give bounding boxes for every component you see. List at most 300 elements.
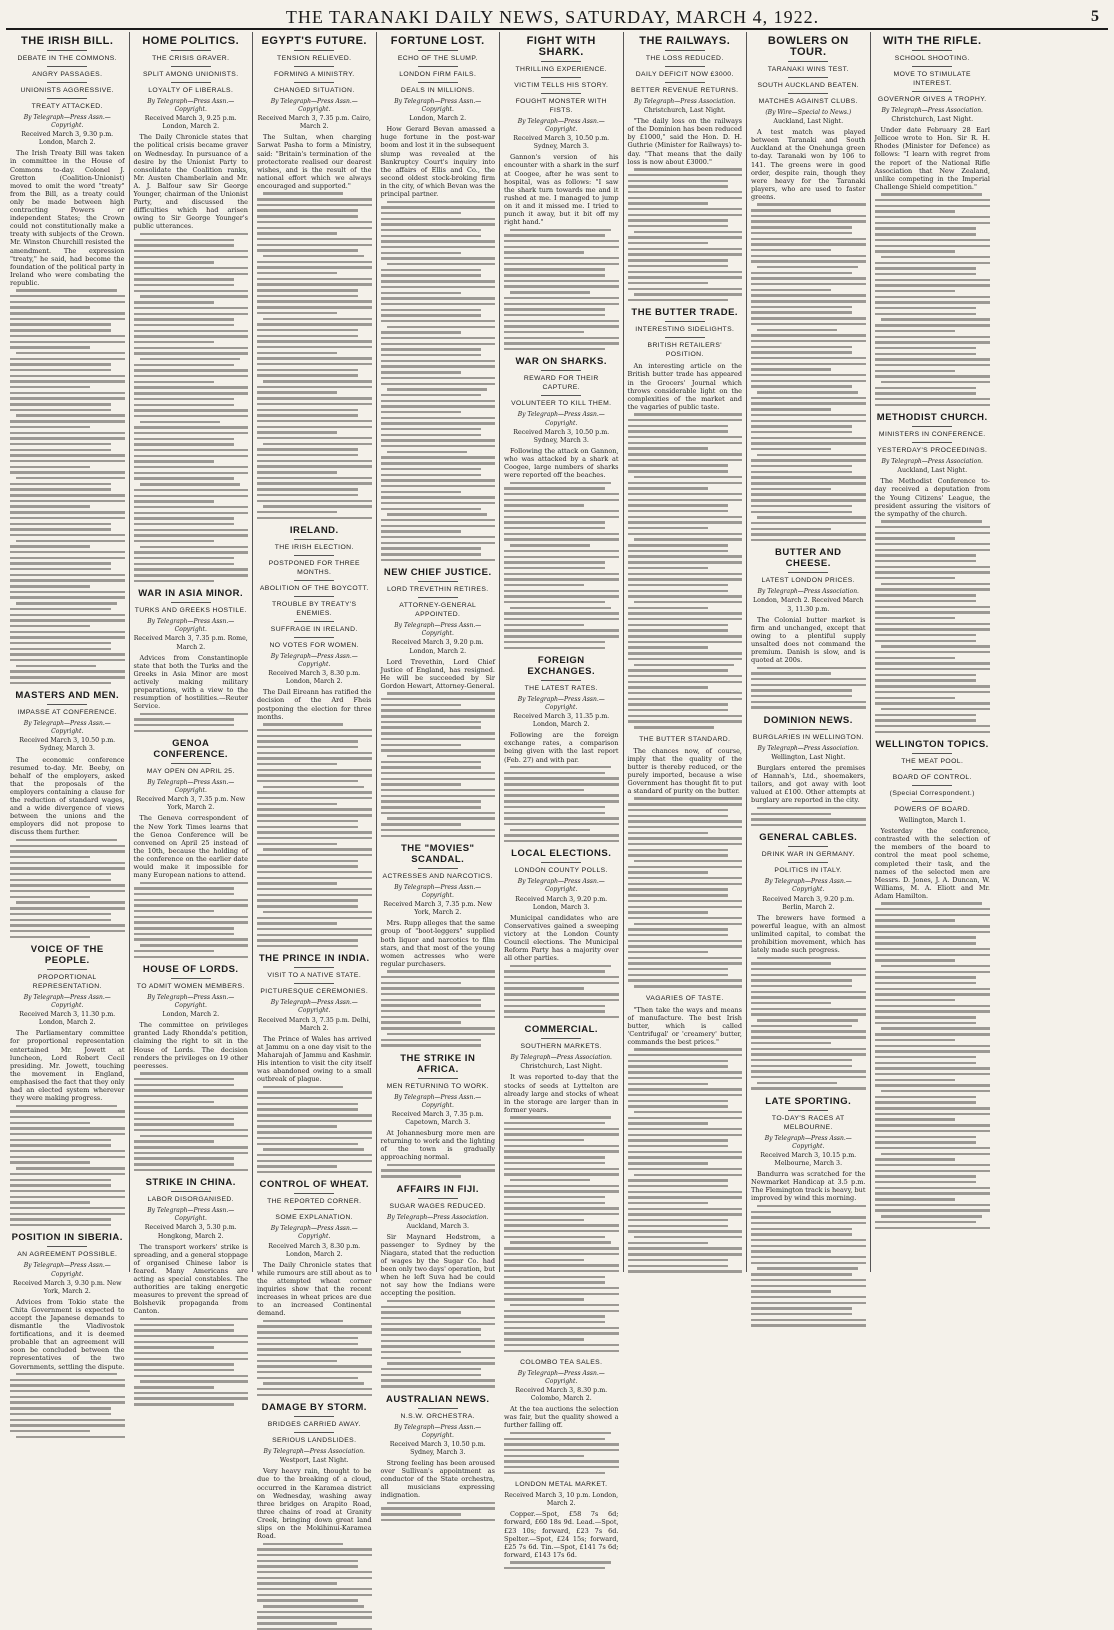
text-line [875,1005,991,1007]
article [504,1480,619,1569]
text-line [628,236,743,238]
text-line [134,330,249,332]
text-line [134,261,214,263]
text-line [628,618,743,620]
text-line [381,485,496,487]
text-line [628,1065,729,1067]
article [381,1394,496,1522]
article-text-continuation [257,1320,372,1396]
article-headline: THE RAILWAYS. [639,35,731,47]
text-line [381,536,496,538]
text-line [134,500,214,502]
text-line [504,268,605,270]
text-line [257,865,358,867]
article-subheading: THE LATEST RATES. [524,684,598,692]
text-line [510,229,611,231]
text-line [875,210,956,212]
text-line [381,744,461,746]
text-line [751,459,866,461]
text-line [504,999,619,1001]
text-line [10,403,111,405]
text-line [751,482,866,484]
text-line [875,262,991,264]
text-line [10,879,111,881]
text-line [257,1622,337,1624]
text-line [257,1160,372,1162]
article [10,944,125,1226]
news-columns [6,32,1108,1559]
deck-rule [171,50,211,51]
article-text: The Colonial butter market is firm and unchanged, except that owing to a plentiful supply unsalted does not command the premium. Danish is slow, and is quoted at 200s. [751,615,866,665]
text-line [134,415,249,417]
text-line [875,301,991,303]
text-line [757,266,858,268]
article-dateline: Received March 3, 9.30 p.m. London, March 2. [21,131,114,147]
text-line [257,1388,372,1390]
text-line [10,494,125,496]
text-line [628,1242,708,1244]
text-line [628,843,743,845]
article-subheading: ACTRESSES AND NARCOTICS. [382,872,493,880]
text-line [751,689,852,691]
text-line [504,1005,605,1007]
text-line [634,985,743,987]
text-line [10,1413,111,1415]
text-line [634,860,743,862]
text-line [134,517,235,519]
text-line [875,1130,991,1132]
text-line [257,1577,372,1579]
text-line [875,245,991,247]
text-line [875,697,956,699]
text-line [10,426,90,428]
text-line [751,488,831,490]
text-line [504,527,605,529]
text-line [881,193,983,195]
text-line [257,769,372,771]
text-line [381,434,482,436]
text-line [381,1340,496,1342]
text-line [257,465,372,467]
text-line [257,1582,337,1584]
text-line [628,516,743,518]
text-line [875,634,977,636]
article-byline: By Telegraph—Press Assn.—Copyright. [23,993,111,1010]
text-line [751,215,866,217]
news-column-6 [624,32,748,1272]
article [257,1402,372,1630]
text-line [134,313,249,315]
article-dateline: Christchurch, Last Night. [643,107,726,115]
text-line [504,1438,605,1440]
article-dateline: Westport, Last Night. [279,1457,349,1465]
text-line [10,1201,90,1203]
article-text-continuation [504,229,619,351]
text-line [751,272,852,274]
article-text: At the tea auctions the selection was fair, but the quality showed a further falling off. [504,1405,619,1430]
article-dateline: Received March 3, 7.35 p.m. Cairo, March 2. [257,115,371,131]
text-line [381,246,496,248]
text-line [628,1060,729,1062]
text-line [628,962,743,964]
text-line [504,1321,605,1323]
text-line [134,426,249,428]
article-byline: By Telegraph—Press Association. [263,1448,365,1456]
text-line [634,601,743,603]
text-line [257,426,372,428]
text-line [10,670,125,672]
text-line [634,293,743,295]
deck-rule [665,50,705,51]
text-line [10,323,111,325]
text-line [10,1419,125,1421]
text-line [16,901,125,903]
text-line [134,290,249,292]
article-text: An interesting article on the British butter trade has appeared in the Grocers' Journal which throws considerable light on the complexities of the market and the vagaries of public taste. [627,362,742,411]
text-line [10,1401,125,1403]
text-line [140,358,241,360]
text-line [628,1054,743,1056]
deck-rule [294,82,334,83]
text-line [10,437,125,439]
article [10,36,125,684]
text-line [257,289,358,291]
text-line [10,896,90,898]
article-body [504,153,619,350]
text-line [875,1039,956,1041]
text-line [257,1165,337,1167]
text-line [10,676,125,678]
text-line [387,755,496,757]
text-line [510,544,590,546]
text-line [140,483,241,485]
text-line [510,607,611,609]
text-line [628,646,708,648]
text-line [381,721,482,723]
text-line [381,1345,496,1347]
text-line [751,1250,831,1252]
text-line [875,364,991,366]
text-line [387,692,496,694]
text-line [751,1290,831,1292]
text-line [751,1076,866,1078]
text-line [134,899,249,901]
article-text: The Geneva correspondent of the New York Times learns that the Genoa Conference will be convened on April 25 instead of the 10th, because the holding of the conference on the earlier date would make it impossible for many European nations to attend. [133,814,248,880]
text-line [257,1114,372,1116]
text-line [504,612,619,614]
text-line [10,1150,125,1152]
text-line [257,831,372,833]
text-line [628,1151,743,1153]
text-line [875,279,991,281]
text-line [628,832,708,834]
deck-rule [294,621,334,622]
text-line [257,335,358,337]
article [134,964,249,1171]
text-line [504,1202,605,1204]
text-line [387,201,496,203]
text-line [257,500,372,502]
text-line [10,1179,111,1181]
deck-rule [294,967,334,968]
text-line [628,652,743,654]
text-line [134,273,249,275]
text-line [381,468,482,470]
text-line [751,1279,866,1281]
article-body [10,1298,125,1438]
text-line [257,1091,372,1093]
text-line [16,1167,125,1169]
text-line [10,369,111,371]
text-line [875,588,991,590]
text-line [751,243,866,245]
text-line [257,249,358,251]
text-line [504,1236,605,1238]
text-line [504,487,605,489]
text-line [134,1084,235,1086]
text-line [628,504,729,506]
article-headline: WAR IN ASIA MINOR. [138,588,244,600]
article-body [628,362,743,728]
text-line [257,306,372,308]
text-line [504,772,605,774]
text-line [257,397,372,399]
text-line [504,251,584,253]
text-line [628,578,743,580]
text-line [504,1460,619,1462]
text-line [504,533,619,535]
text-line [510,766,611,768]
article-headline: AUSTRALIAN NEWS. [385,1393,490,1405]
text-line [257,1108,358,1110]
text-line [875,358,991,360]
text-line [134,563,235,565]
text-line [140,944,249,946]
text-line [634,413,743,415]
text-line [510,291,590,293]
text-line [134,1152,249,1154]
deck-rule [665,337,705,338]
article-body [628,747,743,988]
text-line [628,533,743,535]
text-line [504,314,605,316]
text-line [10,488,111,490]
text-line [134,398,235,400]
text-line [634,797,743,799]
text-line [381,1323,496,1325]
text-line [504,342,619,344]
news-column-7 [747,32,871,1272]
article-headline: IRELAND. [289,525,339,536]
article-dateline: Received March 3, 10.50 p.m. Sydney, March 3. [389,1440,486,1456]
text-line [10,397,125,399]
text-line [628,940,743,942]
text-line [381,1027,496,1029]
text-line [10,856,90,858]
text-line [10,380,125,382]
text-line [134,927,235,929]
article-subheading: TO-DAY'S RACES AT MELBOURNE. [771,1114,845,1131]
text-line [257,808,372,810]
text-line [381,1039,482,1041]
text-line [387,451,467,453]
text-line [881,708,991,710]
article-text-continuation [504,1116,619,1352]
text-line [257,409,358,411]
text-line [875,719,977,721]
article-byline: By Telegraph—Press Assn.—Copyright. [517,1369,605,1385]
article-headline: DOMINION NEWS. [763,714,853,726]
text-line [751,499,866,501]
text-line [134,1118,235,1120]
text-line [16,477,125,479]
article [504,1024,619,1352]
article-headline: POSITION IN SIBERIA. [11,1232,123,1244]
text-line [257,1371,372,1373]
text-line [875,1170,991,1172]
text-line [628,430,729,432]
article-subheading: MEN RETURNING TO WORK. [386,1082,489,1090]
article-subheading: THE REPORTED CORNER. [267,1198,362,1206]
page-number: 5 [1091,8,1100,25]
text-line [134,472,249,474]
text-line [381,519,496,521]
text-line [757,516,866,518]
text-line [875,284,991,286]
text-line [751,374,866,376]
text-line [263,1086,343,1088]
text-line [381,1507,496,1509]
article-subheading: DEALS IN MILLIONS. [400,87,475,94]
text-line [10,579,125,581]
deck-rule [788,862,828,863]
text-line [381,303,496,305]
text-line [875,1016,977,1018]
text-line [628,174,743,176]
article [628,36,743,301]
text-line [381,778,496,780]
text-line [10,913,111,915]
text-line [257,1594,372,1596]
text-line [875,1192,991,1194]
text-line [751,323,866,325]
text-line [257,386,372,388]
text-line [381,698,496,700]
text-line [628,612,743,614]
text-line [10,845,125,847]
text-line [257,1560,358,1562]
text-line [628,208,743,210]
text-line [628,815,729,817]
text-line [751,238,866,240]
text-line [875,1045,991,1047]
text-line [634,1048,743,1050]
text-line [875,577,956,579]
text-line [628,544,729,546]
article-text-continuation [134,713,249,732]
text-line [10,642,111,644]
text-line [257,460,372,462]
article-text-continuation [875,902,991,1229]
text-line [381,309,482,311]
deck-rule [912,66,952,67]
text-line [381,348,482,350]
text-line [381,1519,496,1521]
article-subheading: CHANGED SITUATION. [273,87,355,94]
text-line [751,397,866,399]
text-line [510,482,611,484]
text-line [381,738,496,740]
text-line [875,205,991,207]
text-line [504,817,619,819]
text-line [381,337,496,339]
text-line [875,1073,991,1075]
article-subheading: SUFFRAGE IN IRELAND. [270,626,358,633]
text-line [381,479,496,481]
text-line [757,329,837,331]
text-line [10,936,90,938]
text-line [257,1348,372,1350]
text-line [140,546,249,548]
text-line [751,1324,866,1326]
text-line [10,625,90,627]
deck-rule [47,98,87,99]
text-line [257,820,358,822]
text-line [10,1184,111,1186]
article-subheading: (Special Correspondent.) [889,790,975,798]
article-subheading: MATCHES AGAINST CLUBS. [758,98,858,105]
text-line [504,1270,619,1272]
article [504,1358,619,1474]
article-headline: AFFAIRS IN FIJI. [396,1183,479,1195]
text-line [751,991,866,993]
text-line [10,682,111,684]
text-line [875,954,991,956]
article-subheading: SUGAR WAGES REDUCED. [389,1202,486,1210]
text-line [134,250,249,252]
text-line [10,1122,90,1124]
article-dateline: Received March 3, 11.30 p.m. London, March 2. [19,1011,116,1027]
text-line [10,460,125,462]
text-line [751,1307,852,1309]
text-line [628,675,743,677]
text-line [257,283,372,285]
text-line [257,934,372,936]
text-line [257,1365,372,1367]
text-line [134,352,249,354]
text-line [628,1247,743,1249]
text-line [10,619,125,621]
text-line [757,807,866,809]
article-subheading: YESTERDAY'S PROCEEDINGS. [877,447,988,455]
text-line [504,550,619,552]
deck-rule [294,1193,334,1194]
text-line [381,314,482,316]
text-line [628,259,729,261]
text-line [504,538,619,540]
text-line [504,806,605,808]
text-line [751,232,852,234]
article-headline: VOICE OF THE PEOPLE. [30,943,104,966]
article-body [257,688,372,947]
text-line [881,256,991,258]
text-line [504,1207,619,1209]
text-line [263,192,343,194]
article-subheading: LONDON METAL MARKET. [515,1481,608,1489]
text-line [134,449,249,451]
article-text-continuation [875,520,991,733]
text-line [628,487,708,489]
